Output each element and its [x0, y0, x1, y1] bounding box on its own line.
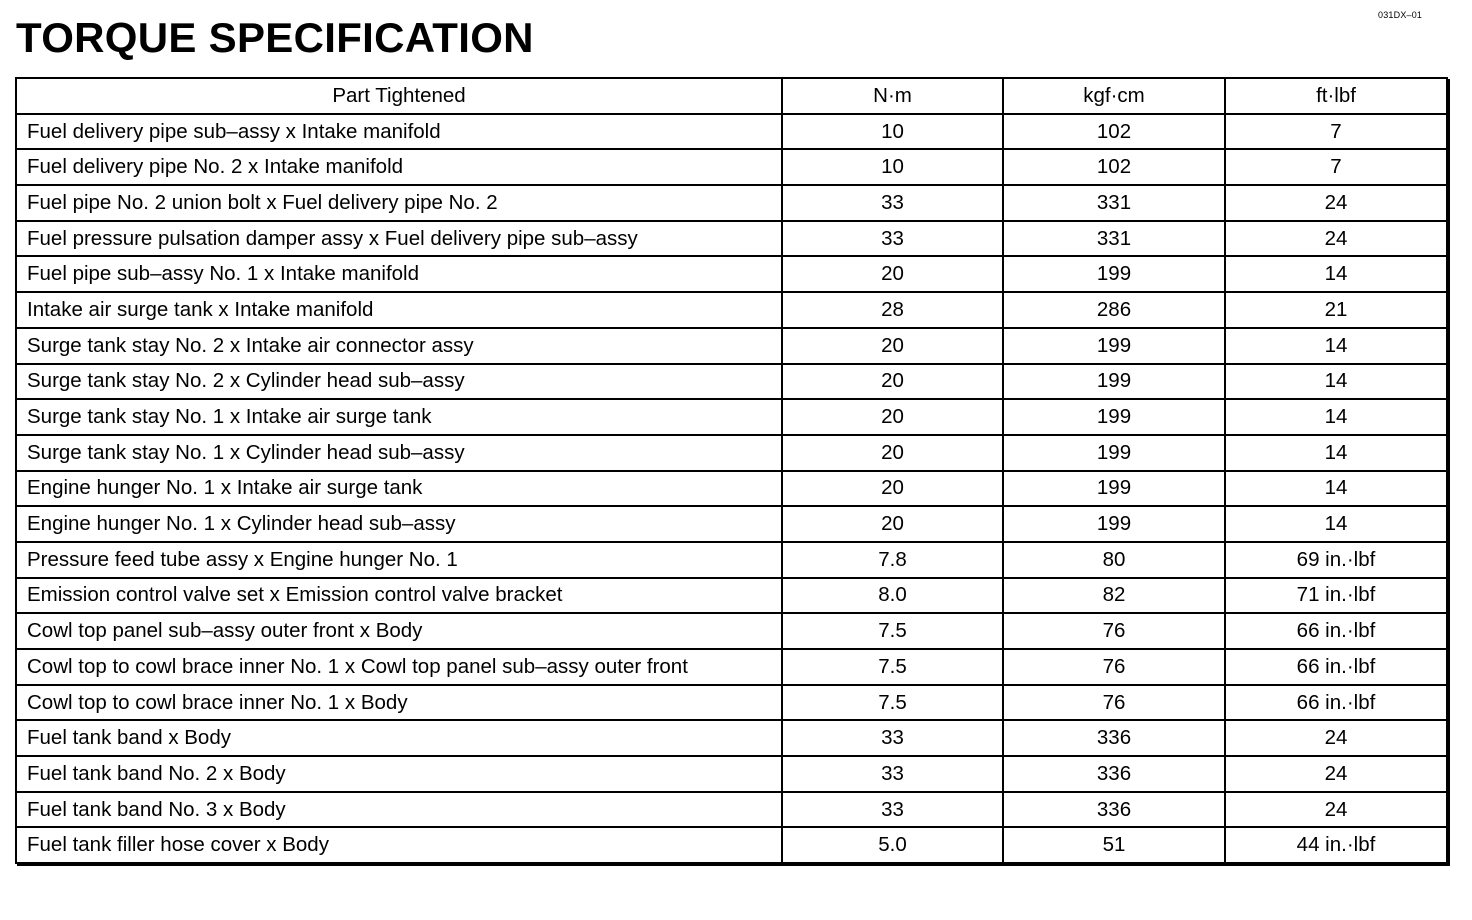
table-row [16, 185, 1447, 221]
kgfcm-cell: 76 [1003, 685, 1225, 721]
part-cell: Engine hunger No. 1 x Intake air surge tank [16, 471, 782, 507]
nm-cell: 20 [782, 328, 1003, 364]
nm-cell: 7.5 [782, 685, 1003, 721]
table-row [16, 613, 1447, 649]
ftlbf-cell: 14 [1225, 435, 1447, 471]
page-title: TORQUE SPECIFICATION [16, 14, 534, 61]
kgfcm-cell: 82 [1003, 578, 1225, 614]
table-row [16, 756, 1447, 792]
column-header-ftlbf: ft·lbf [1225, 78, 1447, 114]
nm-cell: 33 [782, 185, 1003, 221]
nm-cell: 8.0 [782, 578, 1003, 614]
ftlbf-cell: 44 in.·lbf [1225, 827, 1447, 863]
ftlbf-cell: 21 [1225, 292, 1447, 328]
nm-cell: 33 [782, 756, 1003, 792]
kgfcm-cell: 336 [1003, 756, 1225, 792]
table-row [16, 827, 1447, 863]
part-cell: Fuel tank band No. 2 x Body [16, 756, 782, 792]
nm-cell: 5.0 [782, 827, 1003, 863]
part-cell: Fuel delivery pipe No. 2 x Intake manifold [16, 149, 782, 185]
column-header-part: Part Tightened [16, 78, 782, 114]
table-row [16, 435, 1447, 471]
kgfcm-cell: 199 [1003, 435, 1225, 471]
kgfcm-cell: 199 [1003, 364, 1225, 400]
table-row [16, 399, 1447, 435]
part-cell: Cowl top to cowl brace inner No. 1 x Cowl top panel sub–assy outer front [16, 649, 782, 685]
nm-cell: 20 [782, 506, 1003, 542]
kgfcm-cell: 102 [1003, 149, 1225, 185]
column-header-kgfcm: kgf·cm [1003, 78, 1225, 114]
table-row [16, 506, 1447, 542]
table-body [16, 114, 1447, 863]
kgfcm-cell: 199 [1003, 399, 1225, 435]
nm-cell: 28 [782, 292, 1003, 328]
ftlbf-cell: 66 in.·lbf [1225, 685, 1447, 721]
table-row [16, 720, 1447, 756]
table-row [16, 685, 1447, 721]
ftlbf-cell: 14 [1225, 506, 1447, 542]
ftlbf-cell: 7 [1225, 114, 1447, 150]
kgfcm-cell: 199 [1003, 506, 1225, 542]
part-cell: Fuel tank band x Body [16, 720, 782, 756]
nm-cell: 7.5 [782, 649, 1003, 685]
ftlbf-cell: 66 in.·lbf [1225, 613, 1447, 649]
nm-cell: 10 [782, 114, 1003, 150]
table-row [16, 149, 1447, 185]
part-cell: Surge tank stay No. 2 x Cylinder head sub–assy [16, 364, 782, 400]
table-row [16, 792, 1447, 828]
ftlbf-cell: 14 [1225, 471, 1447, 507]
nm-cell: 20 [782, 364, 1003, 400]
table-row [16, 471, 1447, 507]
part-cell: Fuel pipe sub–assy No. 1 x Intake manifold [16, 256, 782, 292]
ftlbf-cell: 14 [1225, 256, 1447, 292]
nm-cell: 33 [782, 792, 1003, 828]
ftlbf-cell: 24 [1225, 221, 1447, 257]
part-cell: Surge tank stay No. 2 x Intake air connector assy [16, 328, 782, 364]
table-row [16, 114, 1447, 150]
part-cell: Engine hunger No. 1 x Cylinder head sub–assy [16, 506, 782, 542]
kgfcm-cell: 331 [1003, 185, 1225, 221]
kgfcm-cell: 80 [1003, 542, 1225, 578]
table-row [16, 292, 1447, 328]
part-cell: Fuel tank band No. 3 x Body [16, 792, 782, 828]
kgfcm-cell: 286 [1003, 292, 1225, 328]
part-cell: Cowl top to cowl brace inner No. 1 x Body [16, 685, 782, 721]
ftlbf-cell: 24 [1225, 720, 1447, 756]
nm-cell: 20 [782, 256, 1003, 292]
ftlbf-cell: 14 [1225, 364, 1447, 400]
kgfcm-cell: 331 [1003, 221, 1225, 257]
table-row [16, 328, 1447, 364]
part-cell: Surge tank stay No. 1 x Intake air surge tank [16, 399, 782, 435]
table-header-row [16, 78, 1447, 114]
ftlbf-cell: 24 [1225, 185, 1447, 221]
table-row [16, 364, 1447, 400]
nm-cell: 7.8 [782, 542, 1003, 578]
kgfcm-cell: 199 [1003, 328, 1225, 364]
ftlbf-cell: 66 in.·lbf [1225, 649, 1447, 685]
table-row [16, 649, 1447, 685]
part-cell: Emission control valve set x Emission control valve bracket [16, 578, 782, 614]
kgfcm-cell: 76 [1003, 613, 1225, 649]
ftlbf-cell: 71 in.·lbf [1225, 578, 1447, 614]
part-cell: Intake air surge tank x Intake manifold [16, 292, 782, 328]
part-cell: Pressure feed tube assy x Engine hunger No. 1 [16, 542, 782, 578]
kgfcm-cell: 102 [1003, 114, 1225, 150]
ftlbf-cell: 24 [1225, 792, 1447, 828]
document-code: 031DX–01 [1378, 10, 1423, 20]
kgfcm-cell: 199 [1003, 256, 1225, 292]
nm-cell: 33 [782, 221, 1003, 257]
ftlbf-cell: 24 [1225, 756, 1447, 792]
ftlbf-cell: 69 in.·lbf [1225, 542, 1447, 578]
ftlbf-cell: 7 [1225, 149, 1447, 185]
nm-cell: 33 [782, 720, 1003, 756]
ftlbf-cell: 14 [1225, 399, 1447, 435]
column-header-nm: N·m [782, 78, 1003, 114]
nm-cell: 7.5 [782, 613, 1003, 649]
nm-cell: 10 [782, 149, 1003, 185]
part-cell: Surge tank stay No. 1 x Cylinder head sub–assy [16, 435, 782, 471]
kgfcm-cell: 199 [1003, 471, 1225, 507]
nm-cell: 20 [782, 471, 1003, 507]
kgfcm-cell: 336 [1003, 720, 1225, 756]
part-cell: Fuel tank filler hose cover x Body [16, 827, 782, 863]
part-cell: Fuel pressure pulsation damper assy x Fuel delivery pipe sub–assy [16, 221, 782, 257]
part-cell: Cowl top panel sub–assy outer front x Body [16, 613, 782, 649]
ftlbf-cell: 14 [1225, 328, 1447, 364]
table-row [16, 578, 1447, 614]
torque-spec-table [15, 77, 1448, 864]
part-cell: Fuel pipe No. 2 union bolt x Fuel delivery pipe No. 2 [16, 185, 782, 221]
kgfcm-cell: 76 [1003, 649, 1225, 685]
kgfcm-cell: 336 [1003, 792, 1225, 828]
part-cell: Fuel delivery pipe sub–assy x Intake manifold [16, 114, 782, 150]
nm-cell: 20 [782, 435, 1003, 471]
nm-cell: 20 [782, 399, 1003, 435]
table-row [16, 221, 1447, 257]
table-row [16, 256, 1447, 292]
kgfcm-cell: 51 [1003, 827, 1225, 863]
table-row [16, 542, 1447, 578]
